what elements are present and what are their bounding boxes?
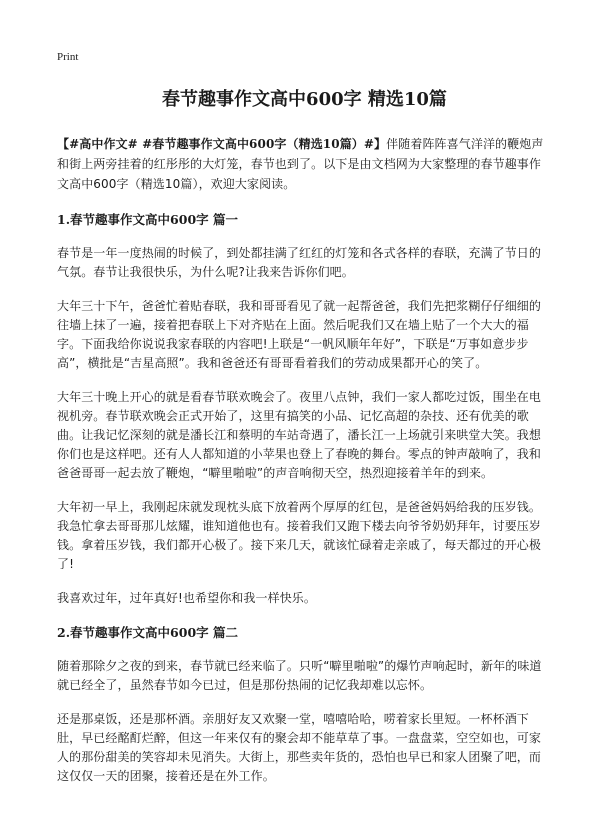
paragraph: 大年三十晚上开心的就是看春节联欢晚会了。夜里八点钟，我们一家人都吃过饭，围坐在电视机旁。春节联欢晚会正式开始了，这里有搞笑的小品、记忆高超的杂技、还有优美的歌曲。让我记忆深刻的就是潘长江和蔡明的车站奇遇了，潘长江一上场就引来哄堂大笑。我想你们也是这样吧。还有人人都知道的小苹果也登上了春晚的舞台。零点的钟声敲响了，我和爸爸哥哥一起去放了鞭炮，“噼里啪啦”的声音响彻天空，热烈迎接着羊年的到来。 [57, 390, 542, 480]
print-label: Print [57, 51, 79, 63]
section-heading: 1.春节趣事作文高中600字 篇一 [57, 212, 238, 227]
paragraph: 大年三十下午，爸爸忙着贴春联，我和哥哥看见了就一起帮爸爸，我们先把浆糊仔仔细细的往墙上抹了一遍，接着把春联上下对齐贴在上面。然后呢我们又在墙上贴了一个大大的福字。下面我给你说说我家春联的内容吧!上联是“一帆风顺年年好”，下联是“万事如意步步高”，横批是“吉星高照”。我和爸爸还有哥哥看着我们的劳动成果都开心的笑了。 [57, 299, 542, 370]
section-1 [57, 210, 552, 608]
document-title: 春节趣事作文高中600字 精选10篇 [162, 89, 447, 110]
intro-text: 伴随着阵阵喜气洋洋的鞭炮声和街上两旁挂着的红彤彤的大灯笼，春节也到了。以下是由文档网为大家整理的春节趣事作文高中600字（精选10篇），欢迎大家阅读。 [57, 137, 544, 191]
paragraph: 随着那除夕之夜的到来，春节就已经来临了。只听“噼里啪啦”的爆竹声响起时，新年的味道就已经全了，虽然春节如今已过，但是那份热闹的记忆我却难以忘怀。 [57, 659, 542, 692]
section-2 [57, 623, 552, 786]
paragraph: 我喜欢过年，过年真好!也希望你和我一样快乐。 [57, 591, 317, 605]
paragraph: 春节是一年一度热闹的时候了，到处都挂满了红红的灯笼和各式各样的春联，充满了节日的气氛。春节让我很快乐，为什么呢?让我来告诉你们吧。 [57, 246, 542, 279]
intro-tag: 【#高中作文# #春节趣事作文高中600字（精选10篇）#】 [57, 137, 387, 151]
intro-paragraph [57, 134, 552, 194]
section-heading: 2.春节趣事作文高中600字 篇二 [57, 625, 238, 640]
paragraph: 还是那桌饭，还是那杯酒。亲朋好友又欢聚一堂，嘻嘻哈哈，唠着家长里短。一杯杯酒下肚，早已经酩酊烂醉，但这一年来仅有的聚会却不能草草了事。一盘盘菜，空空如也，可家人的那份甜美的笑容却未见消失。大街上，那些卖年货的，恐怕也早已和家人团聚了吧，而这仅仅一天的团聚，接着还是在外工作。 [57, 712, 542, 783]
paragraph: 大年初一早上，我刚起床就发现枕头底下放着两个厚厚的红包，是爸爸妈妈给我的压岁钱。我急忙拿去哥哥那儿炫耀，谁知道他也有。接着我们又跑下楼去向爷爷奶奶拜年，讨要压岁钱。拿着压岁钱，我们都开心极了。接下来几天，就该忙碌着走亲戚了，每天都过的开心极了! [57, 500, 542, 571]
